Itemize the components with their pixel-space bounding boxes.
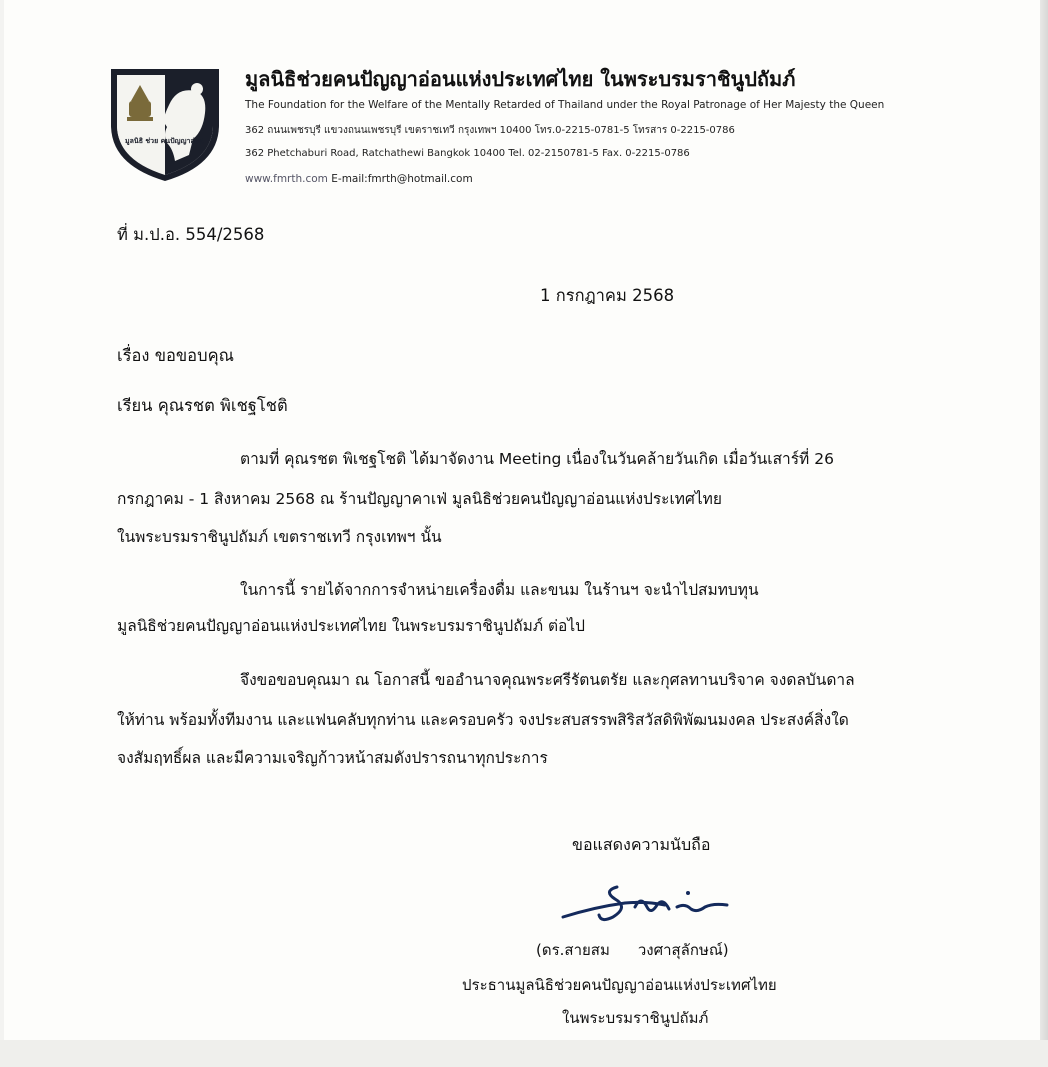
foundation-logo-icon <box>107 65 223 183</box>
signature-icon <box>555 877 735 927</box>
logo-text: มูลนิธิ ช่วย คนปัญญาอ่อน <box>125 137 204 145</box>
letterhead-address-english: 362 Phetchaburi Road, Ratchathewi Bangkok 10400 Tel. 02-2150781-5 Fax. 0-2215-0786 <box>245 148 690 159</box>
letter-date: 1 กรกฎาคม 2568 <box>540 286 675 305</box>
paragraph-3-line-1: จึงขอขอบคุณมา ณ โอกาสนี้ ขออำนาจคุณพระศรีรัตนตรัย และกุศลทานบริจาค จงดลบันดาล <box>240 671 855 689</box>
signer-name-first: (ดร.สายสม <box>536 941 610 959</box>
website-link[interactable]: www.fmrth.com <box>245 173 328 185</box>
letter-subject: เรื่อง ขอขอบคุณ <box>117 346 234 365</box>
paragraph-1-line-1: ตามที่ คุณรชต พิเชฐโชติ ได้มาจัดงาน Meeting เนื่องในวันคล้ายวันเกิด เมื่อวันเสาร์ที่ 26 <box>240 450 834 468</box>
letter-reference-number: ที่ ม.ป.อ. 554/2568 <box>117 225 265 244</box>
paragraph-3-line-3: จงสัมฤทธิ์ผล และมีความเจริญก้าวหน้าสมดังปรารถนาทุกประการ <box>117 749 548 767</box>
signer-title-line-1: ประธานมูลนิธิช่วยคนปัญญาอ่อนแห่งประเทศไทย <box>462 976 777 994</box>
letterhead-address-thai: 362 ถนนเพชรบุรี แขวงถนนเพชรบุรี เขตราชเทวี กรุงเทพฯ 10400 โทร.0-2215-0781-5 โทรสาร 0-2215-0786 <box>245 125 735 136</box>
page-bottom-margin <box>0 1040 1048 1067</box>
paragraph-1-line-3: ในพระบรมราชินูปถัมภ์ เขตราชเทวี กรุงเทพฯ นั้น <box>117 528 442 546</box>
letter-salutation: เรียน คุณรชต พิเชฐโชติ <box>117 396 288 415</box>
paragraph-2-line-1: ในการนี้ รายได้จากการจำหน่ายเครื่องดื่ม และขนม ในร้านฯ จะนำไปสมทบทุน <box>240 581 759 599</box>
signer-title-line-2: ในพระบรมราชินูปถัมภ์ <box>562 1009 709 1027</box>
letterhead-org-name-english: The Foundation for the Welfare of the Mentally Retarded of Thailand under the Royal Patronage of Her Majesty the Queen <box>245 99 885 111</box>
paragraph-1-line-2: กรกฎาคม - 1 สิงหาคม 2568 ณ ร้านปัญญาคาเฟ่ มูลนิธิช่วยคนปัญญาอ่อนแห่งประเทศไทย <box>117 490 722 508</box>
paragraph-2-line-2: มูลนิธิช่วยคนปัญญาอ่อนแห่งประเทศไทย ในพระบรมราชินูปถัมภ์ ต่อไป <box>117 617 586 635</box>
letterhead-org-name-thai: มูลนิธิช่วยคนปัญญาอ่อนแห่งประเทศไทย ในพระบรมราชินูปถัมภ์ <box>245 67 796 91</box>
page-edge-shadow <box>1040 0 1048 1067</box>
signer-name-last: วงศาสุลักษณ์) <box>637 941 729 959</box>
letter-closing: ขอแสดงความนับถือ <box>572 835 711 854</box>
signer-name <box>536 938 729 962</box>
letterhead-contact <box>245 173 473 185</box>
email-address: E-mail:fmrth@hotmail.com <box>331 173 473 185</box>
paragraph-3-line-2: ให้ท่าน พร้อมทั้งทีมงาน และแฟนคลับทุกท่าน และครอบครัว จงประสบสรรพสิริสวัสดิพิพัฒนมงคล ประสงค์สิ่งใด <box>117 711 849 729</box>
